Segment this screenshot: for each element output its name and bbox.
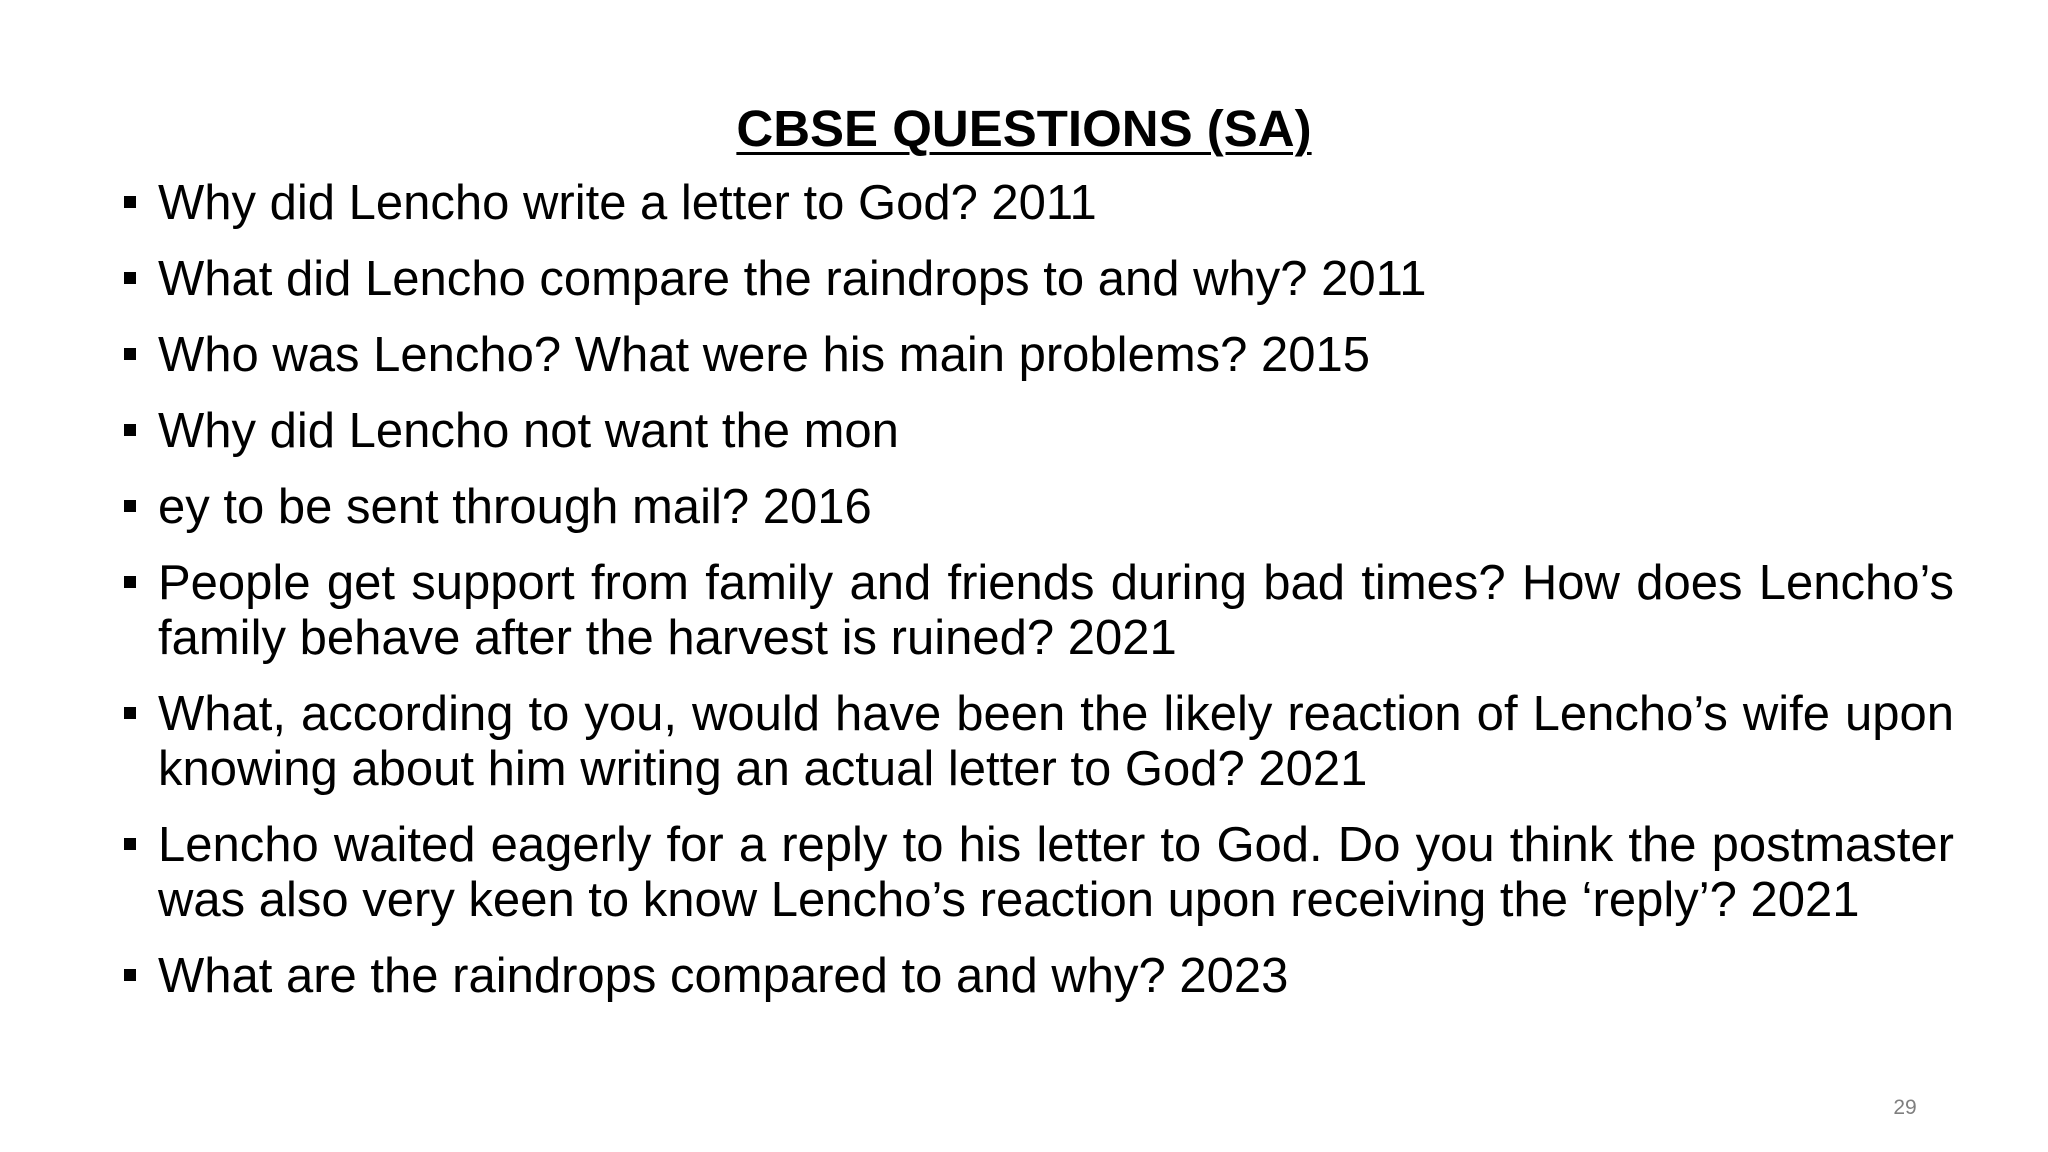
question-item: [122, 818, 1954, 928]
square-bullet-icon: [124, 707, 136, 719]
question-item: [122, 176, 1954, 231]
question-item: [122, 404, 1954, 459]
question-text: What did Lencho compare the raindrops to and why? 2011: [158, 252, 1427, 306]
question-text: Why did Lencho not want the mon: [158, 404, 899, 458]
question-list: [122, 176, 1954, 1025]
question-item: [122, 687, 1954, 797]
square-bullet-icon: [124, 196, 136, 208]
question-item: [122, 949, 1954, 1004]
square-bullet-icon: [124, 348, 136, 360]
question-text: What are the raindrops compared to and why? 2023: [158, 949, 1289, 1003]
question-item: [122, 480, 1954, 535]
question-text: Lencho waited eagerly for a reply to his letter to God. Do you think the postmaster was also very keen to know Lencho’s reaction upon receiving the ‘reply’? 2021: [158, 818, 1954, 927]
square-bullet-icon: [124, 576, 136, 588]
question-text: What, according to you, would have been the likely reaction of Lencho’s wife upon knowing about him writing an actual letter to God? 2021: [158, 687, 1954, 796]
question-text: ey to be sent through mail? 2016: [158, 480, 872, 534]
square-bullet-icon: [124, 969, 136, 981]
question-item: [122, 556, 1954, 666]
question-item: [122, 328, 1954, 383]
question-text: Why did Lencho write a letter to God? 2011: [158, 176, 1097, 230]
square-bullet-icon: [124, 424, 136, 436]
page-number: 29: [1893, 1096, 1917, 1119]
slide-title: CBSE QUESTIONS (SA): [736, 100, 1312, 157]
question-text: Who was Lencho? What were his main problems? 2015: [158, 328, 1371, 382]
square-bullet-icon: [124, 272, 136, 284]
question-text: People get support from family and friends during bad times? How does Lencho’s family behave after the harvest is ruined? 2021: [158, 556, 1954, 665]
question-item: [122, 252, 1954, 307]
square-bullet-icon: [124, 838, 136, 850]
square-bullet-icon: [124, 500, 136, 512]
